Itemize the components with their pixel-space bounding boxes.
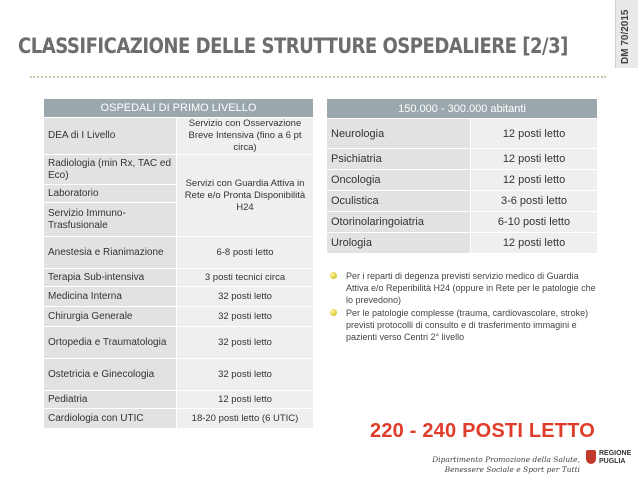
table-cell-name: Neurologia xyxy=(327,119,471,149)
table-cell-value: 32 posti letto xyxy=(177,359,314,391)
table-cell-name: Servizio Immuno-Trasfusionale xyxy=(44,203,177,237)
note-text: Per i reparti di degenza previsti servizio medico di Guardia Attiva e/o Reperibilità H24 (oppure in Rete per le patologie che lo prevedono) xyxy=(346,271,596,305)
list-item xyxy=(328,307,598,343)
table-cell-merged-value: Servizi con Guardia Attiva in Rete e/o Pronta Disponibilità H24 xyxy=(177,155,314,237)
table-cell-value: 32 posti letto xyxy=(177,307,314,327)
table-cell-value: 32 posti letto xyxy=(177,287,314,307)
table-cell-name: Otorinolaringoiatria xyxy=(327,212,471,233)
side-badge-text: DM 70/2015 xyxy=(620,9,631,64)
table-cell-value: 6-8 posti letto xyxy=(177,237,314,269)
table-header: 150.000 - 300.000 abitanti xyxy=(327,99,598,119)
title-divider xyxy=(30,76,606,78)
table-cell-name: Anestesia e Rianimazione xyxy=(44,237,177,269)
table-cell-name: Cardiologia con UTIC xyxy=(44,409,177,429)
abitanti-table xyxy=(326,98,598,254)
footer-department xyxy=(420,455,580,475)
table-cell-name: Urologia xyxy=(327,233,471,254)
bullet-icon xyxy=(330,309,337,316)
table-cell-value: Servizio con Osservazione Breve Intensiva (fino a 6 pt circa) xyxy=(177,118,314,155)
footer-line: Dipartimento Promozione della Salute, xyxy=(432,455,580,464)
table-cell-value: 12 posti letto xyxy=(471,119,598,149)
table-cell-name: Pediatria xyxy=(44,391,177,409)
table-cell-name: Chirurgia Generale xyxy=(44,307,177,327)
table-cell-name: Oncologia xyxy=(327,170,471,191)
table-cell-name: Ortopedia e Traumatologia xyxy=(44,327,177,359)
notes-list xyxy=(328,270,598,344)
table-cell-value: 3 posti tecnici circa xyxy=(177,269,314,287)
table-cell-value: 12 posti letto xyxy=(471,170,598,191)
list-item xyxy=(328,270,598,306)
bullet-icon xyxy=(330,272,337,279)
logo-line: PUGLIA xyxy=(599,458,626,465)
table-cell-name: Radiologia (min Rx, TAC ed Eco) xyxy=(44,155,177,185)
table-cell-name: Psichiatria xyxy=(327,149,471,170)
table-cell-value: 12 posti letto xyxy=(177,391,314,409)
primo-livello-table xyxy=(43,98,314,429)
table-cell-value: 12 posti letto xyxy=(471,149,598,170)
table-cell-name: Laboratorio xyxy=(44,185,177,203)
logo-line: REGIONE xyxy=(599,450,632,457)
side-badge xyxy=(615,0,638,68)
total-beds: 220 - 240 POSTI LETTO xyxy=(370,420,596,442)
table-cell-value: 12 posti letto xyxy=(471,233,598,254)
table-cell-name: Oculistica xyxy=(327,191,471,212)
table-cell-name: Ostetricia e Ginecologia xyxy=(44,359,177,391)
table-cell-value: 6-10 posti letto xyxy=(471,212,598,233)
shield-icon xyxy=(586,450,596,464)
table-cell-value: 3-6 posti letto xyxy=(471,191,598,212)
table-cell-value: 32 posti letto xyxy=(177,327,314,359)
page-title: CLASSIFICAZIONE DELLE STRUTTURE OSPEDALIERE [2/3] xyxy=(18,34,568,58)
table-cell-name: DEA di I Livello xyxy=(44,118,177,155)
logo-text xyxy=(599,450,631,466)
table-cell-value: 18-20 posti letto (6 UTIC) xyxy=(177,409,314,429)
note-text: Per le patologie complesse (trauma, cardiovascolare, stroke) previsti protocolli di consulto e di trasferimento immagini e pazienti verso Centri 2° livello xyxy=(346,308,589,342)
table-cell-name: Terapia Sub-intensiva xyxy=(44,269,177,287)
regione-puglia-logo xyxy=(586,448,630,474)
table-cell-name: Medicina Interna xyxy=(44,287,177,307)
table-header: OSPEDALI DI PRIMO LIVELLO xyxy=(44,99,314,118)
footer-line: Benessere Sociale e Sport per Tutti xyxy=(444,465,580,474)
